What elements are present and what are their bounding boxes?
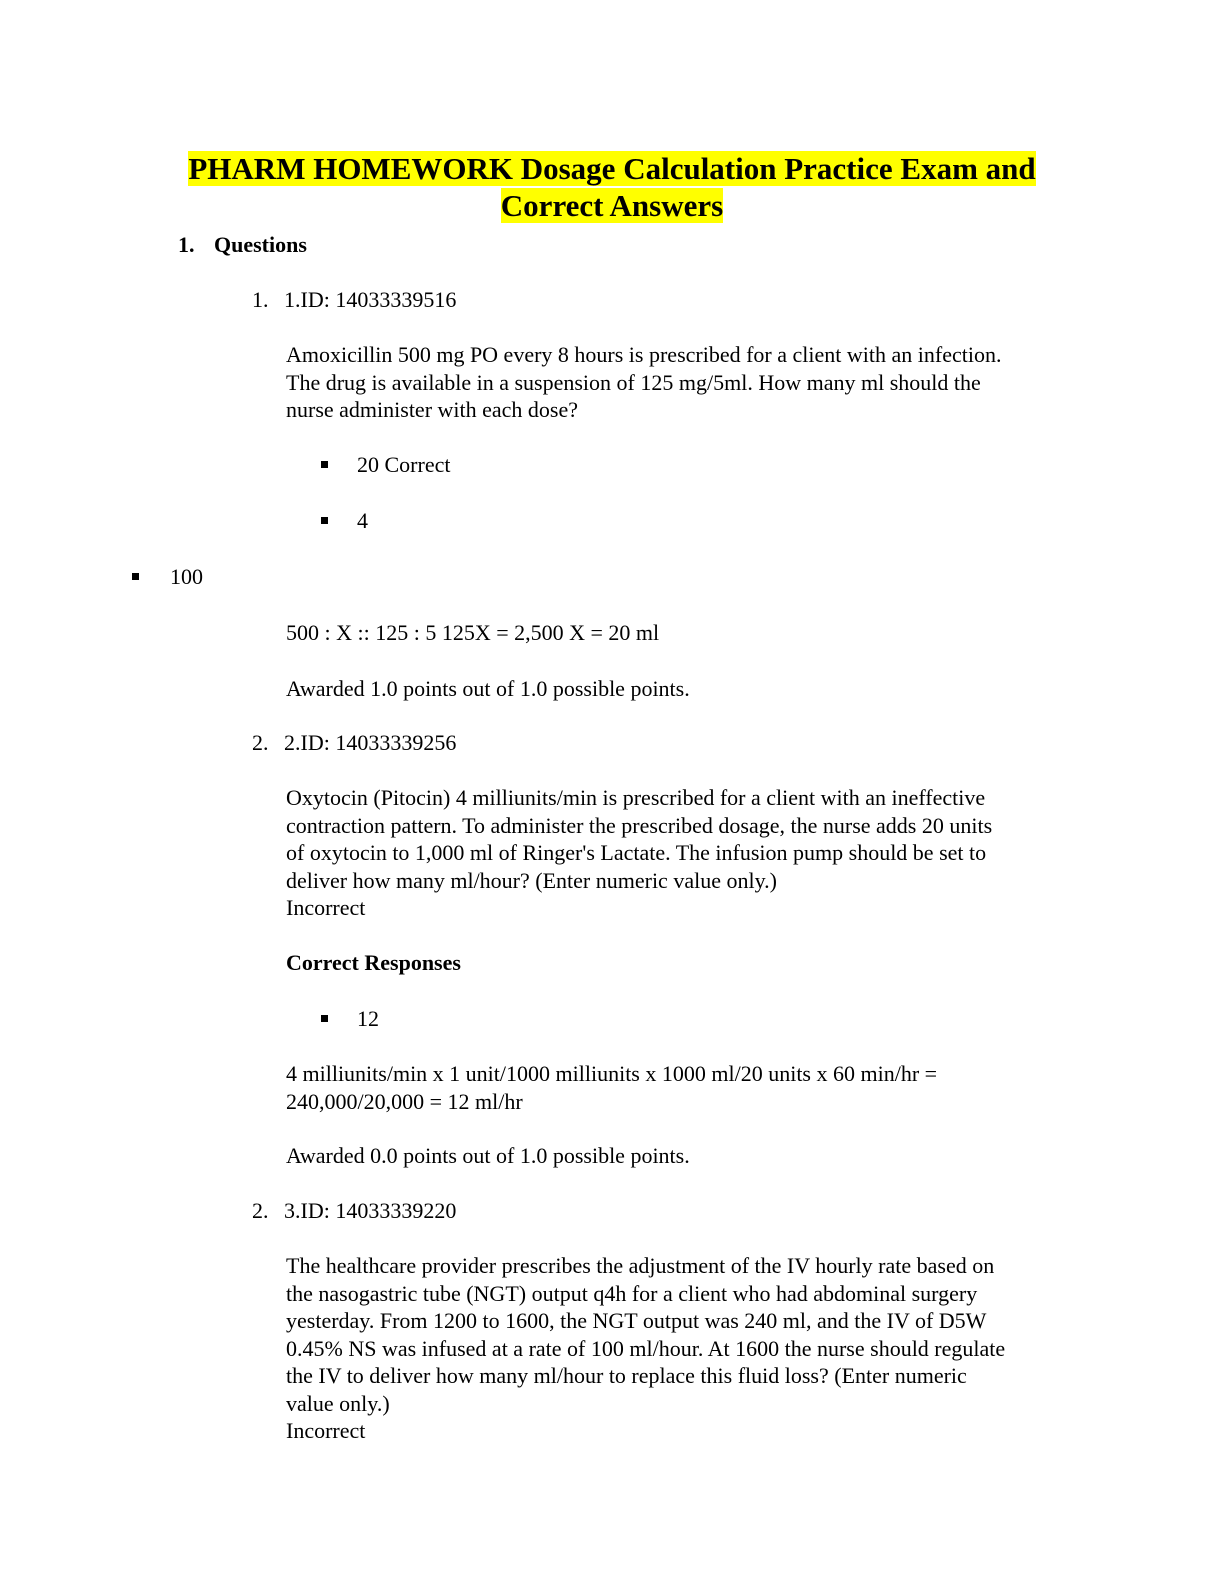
section-number: 1. [178, 232, 195, 257]
q1-number: 1. [252, 287, 269, 312]
q2-question-text: Oxytocin (Pitocin) 4 milliunits/min is prescribed for a client with an ineffective contraction pattern. To administer the prescribed dosage, the nurse adds 20 units of oxytocin to 1,000 ml of Ringer's Lactate. The infusion pump should be set to deliver how many ml/hour? (Enter numeric value only.) Incorrect [286, 784, 1076, 922]
section-heading: Questions [214, 232, 307, 257]
q2-status: Incorrect [286, 895, 366, 920]
bullet-icon [132, 573, 139, 580]
q1-question-text: Amoxicillin 500 mg PO every 8 hours is prescribed for a client with an infection. The drug is available in a suspension of 125 mg/5ml. How many ml should the nurse administer with each dose? [286, 342, 1002, 422]
title-line-2: Correct Answers [500, 188, 724, 223]
bullet-icon [321, 461, 328, 468]
q2-id: 2.ID: 14033339256 [284, 730, 457, 755]
q3-question-text: The healthcare provider prescribes the adjustment of the IV hourly rate based on the nasogastric tube (NGT) output q4h for a client who had abdominal surgery yesterday. From 1200 to 1600, the NGT output was 240 ml, and the IV of D5W 0.45% NS was infused at a rate of 100 ml/hour. At 1600 the nurse should regulate the IV to deliver how many ml/hour to replace this fluid loss? (Enter numeric value only.) Incorrect [286, 1252, 1076, 1445]
q1-calculation: 500 : X :: 125 : 5 125X = 2,500 X = 20 ml [286, 620, 660, 645]
title-line-1: PHARM HOMEWORK Dosage Calculation Practice Exam and [188, 151, 1036, 186]
q2-awarded: Awarded 0.0 points out of 1.0 possible points. [286, 1143, 690, 1168]
q1-option-1: 20 Correct [357, 452, 451, 477]
q1-awarded: Awarded 1.0 points out of 1.0 possible points. [286, 676, 690, 701]
q2-correct-value: 12 [357, 1006, 379, 1031]
q2-calculation: 4 milliunits/min x 1 unit/1000 milliunits x 1000 ml/20 units x 60 min/hr = 240,000/20,000 = 12 ml/hr [286, 1061, 938, 1114]
q3-id: 3.ID: 14033339220 [284, 1198, 457, 1223]
q3-number: 2. [252, 1198, 269, 1223]
q2-number: 2. [252, 730, 269, 755]
q3-status: Incorrect [286, 1418, 366, 1443]
bullet-icon [321, 1015, 328, 1022]
q2-correct-heading: Correct Responses [286, 950, 461, 975]
bullet-icon [321, 517, 328, 524]
q1-option-3: 100 [170, 564, 203, 589]
q1-id: 1.ID: 14033339516 [284, 287, 457, 312]
document-title [130, 150, 1094, 224]
q1-option-2: 4 [357, 508, 368, 533]
